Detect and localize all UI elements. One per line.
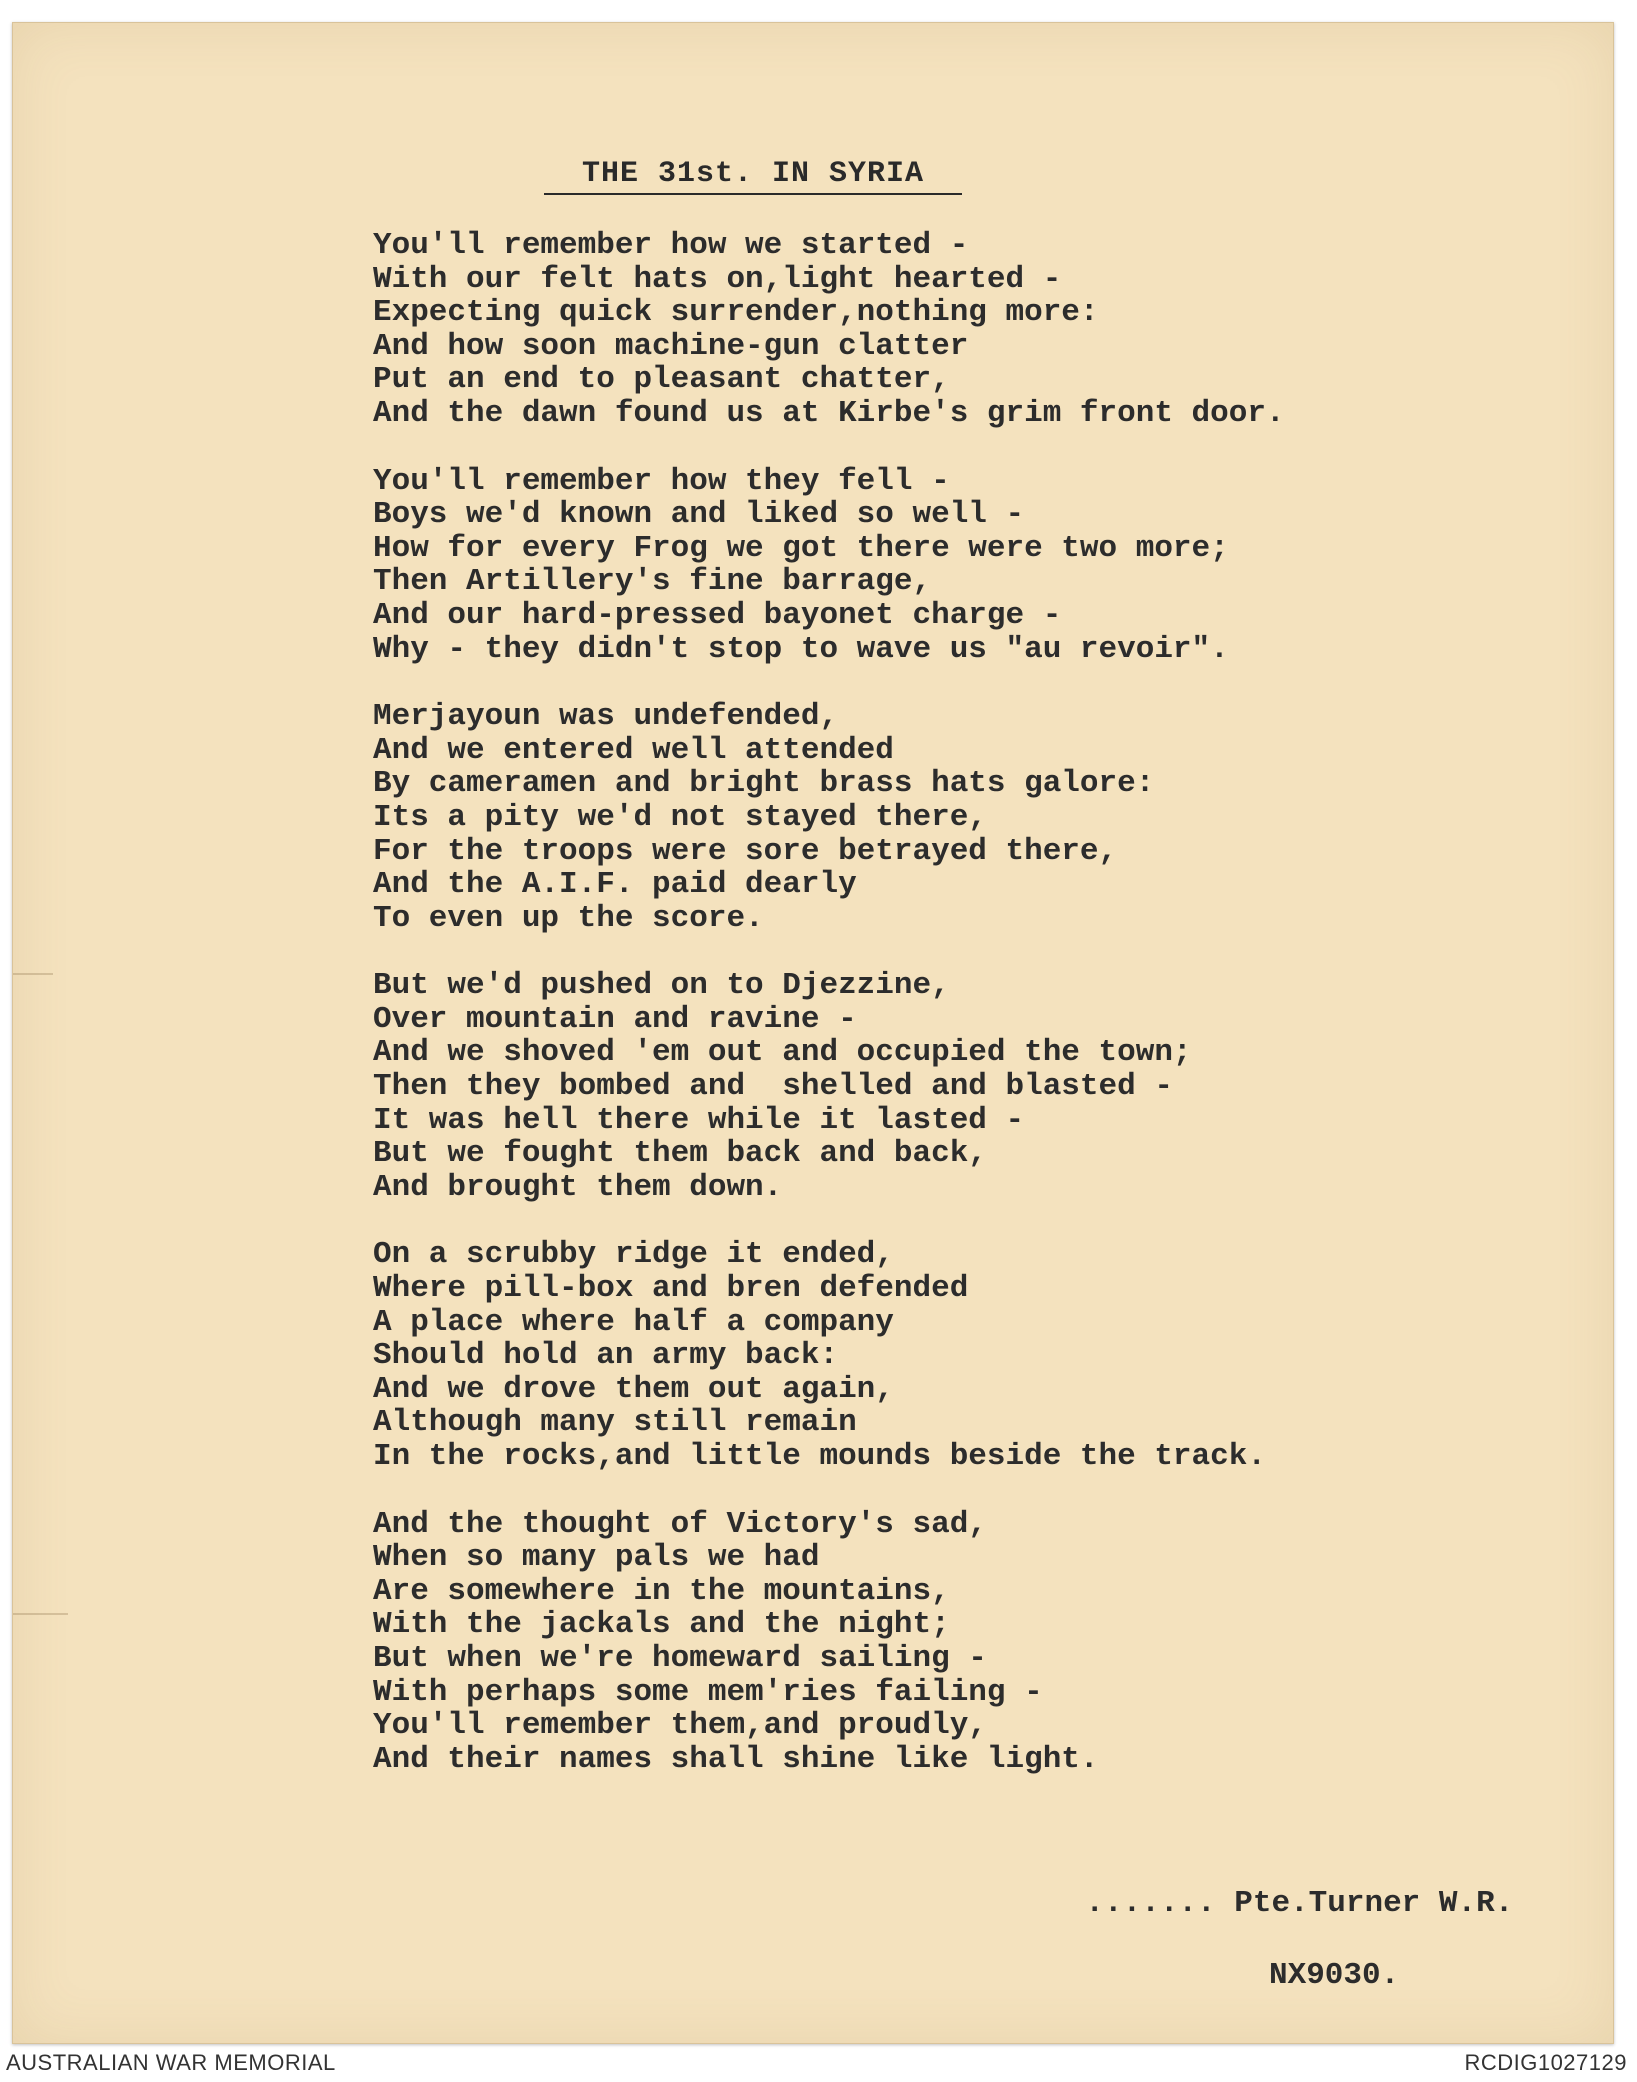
footer-institution: AUSTRALIAN WAR MEMORIAL: [6, 2050, 336, 2075]
poem-line: And their names shall shine like light.: [373, 1741, 1099, 1777]
poem-line: And our hard-pressed bayonet charge -: [373, 597, 1062, 633]
poem-line: With our felt hats on,light hearted -: [373, 261, 1062, 297]
poem-line: Are somewhere in the mountains,: [373, 1573, 950, 1609]
poem-stanza: [373, 465, 1285, 667]
poem-line: But we'd pushed on to Djezzine,: [373, 968, 950, 1004]
poem-line: Its a pity we'd not stayed there,: [373, 799, 987, 835]
paper-crease: [13, 1613, 68, 1615]
service-number: NX9030.: [1269, 1958, 1400, 1993]
poem-line: Then Artillery's fine barrage,: [373, 564, 932, 600]
poem-line: A place where half a company: [373, 1304, 894, 1340]
poem-line: How for every Frog we got there were two more;: [373, 530, 1229, 566]
poem-line: Then they bombed and shelled and blasted -: [373, 1069, 1173, 1105]
poem-line: But we fought them back and back,: [373, 1136, 987, 1172]
poem-line: Merjayoun was undefended,: [373, 699, 839, 735]
poem-line: Why - they didn't stop to wave us "au revoir".: [373, 631, 1229, 667]
poem-line: And we entered well attended: [373, 732, 894, 768]
signature-block: [1011, 1850, 1513, 2066]
poem-line: And we drove them out again,: [373, 1371, 894, 1407]
poem-line: And how soon machine-gun clatter: [373, 328, 969, 364]
poem-line: And brought them down.: [373, 1169, 783, 1205]
document-title: [13, 157, 1613, 191]
poem-line: On a scrubby ridge it ended,: [373, 1237, 894, 1273]
poem-line: Where pill-box and bren defended: [373, 1271, 969, 1307]
signature-name: ....... Pte.Turner W.R.: [1085, 1886, 1514, 1921]
poem-line: And we shoved 'em out and occupied the town;: [373, 1035, 1192, 1071]
poem-stanza: [373, 1508, 1285, 1777]
poem-line: And the thought of Victory's sad,: [373, 1506, 987, 1542]
poem-line: When so many pals we had: [373, 1540, 820, 1576]
poem-body: [373, 229, 1285, 1810]
poem-line: You'll remember how they fell -: [373, 463, 950, 499]
poem-line: You'll remember how we started -: [373, 228, 969, 263]
poem-line: You'll remember them,and proudly,: [373, 1708, 987, 1744]
poem-line: Although many still remain: [373, 1405, 857, 1441]
poem-line: Should hold an army back:: [373, 1338, 839, 1374]
poem-line: And the A.I.F. paid dearly: [373, 867, 857, 903]
poem-line: With the jackals and the night;: [373, 1607, 950, 1643]
poem-line: Expecting quick surrender,nothing more:: [373, 295, 1099, 331]
poem-line: Put an end to pleasant chatter,: [373, 362, 950, 398]
poem-line: With perhaps some mem'ries failing -: [373, 1674, 1043, 1710]
poem-line: For the troops were sore betrayed there,: [373, 833, 1118, 869]
poem-stanza: [373, 1238, 1285, 1473]
poem-stanza: [373, 229, 1285, 431]
poem-line: To even up the score.: [373, 900, 764, 936]
poem-stanza: [373, 700, 1285, 935]
paper-crease: [13, 973, 53, 975]
poem-stanza: [373, 969, 1285, 1204]
footer-record-id: RCDIG1027129: [1464, 2050, 1627, 2075]
poem-line: And the dawn found us at Kirbe's grim front door.: [373, 395, 1285, 431]
poem-line: But when we're homeward sailing -: [373, 1640, 987, 1676]
poem-line: It was hell there while it lasted -: [373, 1102, 1025, 1138]
document-page: [12, 22, 1614, 2044]
poem-line: Boys we'd known and liked so well -: [373, 497, 1025, 533]
poem-line: In the rocks,and little mounds beside the track.: [373, 1439, 1266, 1474]
poem-line: By cameramen and bright brass hats galore:: [373, 766, 1155, 802]
document-title-text: THE 31st. IN SYRIA: [544, 157, 962, 195]
poem-line: Over mountain and ravine -: [373, 1001, 857, 1037]
